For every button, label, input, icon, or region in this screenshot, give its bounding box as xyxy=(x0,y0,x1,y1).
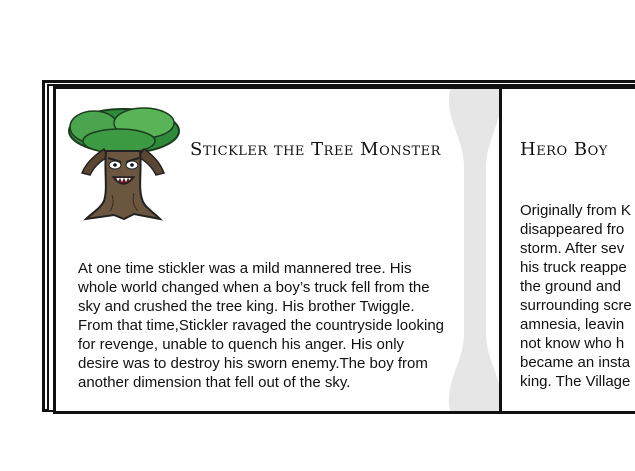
description-line: Originally from K xyxy=(520,202,631,219)
description-line: whole world changed when a boy’s truck fell from the xyxy=(78,279,430,296)
description-line: sky and crushed the tree king. His brother Twiggle. xyxy=(78,298,415,315)
description-line: storm. After sev xyxy=(520,240,625,257)
description-line: another dimension that fell out of the sky. xyxy=(78,374,351,391)
stickler-character-card xyxy=(53,86,502,414)
hero-boy-character-card xyxy=(499,86,635,414)
stickler-card-title: Stickler the Tree Monster xyxy=(190,139,441,160)
description-line: At one time stickler was a mild mannered tree. His xyxy=(78,260,412,277)
bone-watermark xyxy=(440,89,502,411)
tree-monster-illustration xyxy=(64,101,184,223)
description-line: disappeared fro xyxy=(520,221,625,238)
description-line: surrounding scre xyxy=(520,297,632,314)
stickler-card-description xyxy=(78,259,444,392)
description-line: became an insta xyxy=(520,354,631,371)
description-line: desire was to destroy his sworn enemy.The boy from xyxy=(78,355,428,372)
description-line: king. The Village xyxy=(520,373,631,390)
description-line: From that time,Stickler ravaged the countryside looking xyxy=(78,317,444,334)
hero-card-description xyxy=(520,201,632,391)
hero-card-title: Hero Boy xyxy=(520,139,608,160)
description-line: for revenge, unable to quench his anger. His only xyxy=(78,336,405,353)
description-line: his truck reappe xyxy=(520,259,627,276)
description-line: not know who h xyxy=(520,335,625,352)
description-line: amnesia, leavin xyxy=(520,316,625,333)
description-line: the ground and xyxy=(520,278,621,295)
